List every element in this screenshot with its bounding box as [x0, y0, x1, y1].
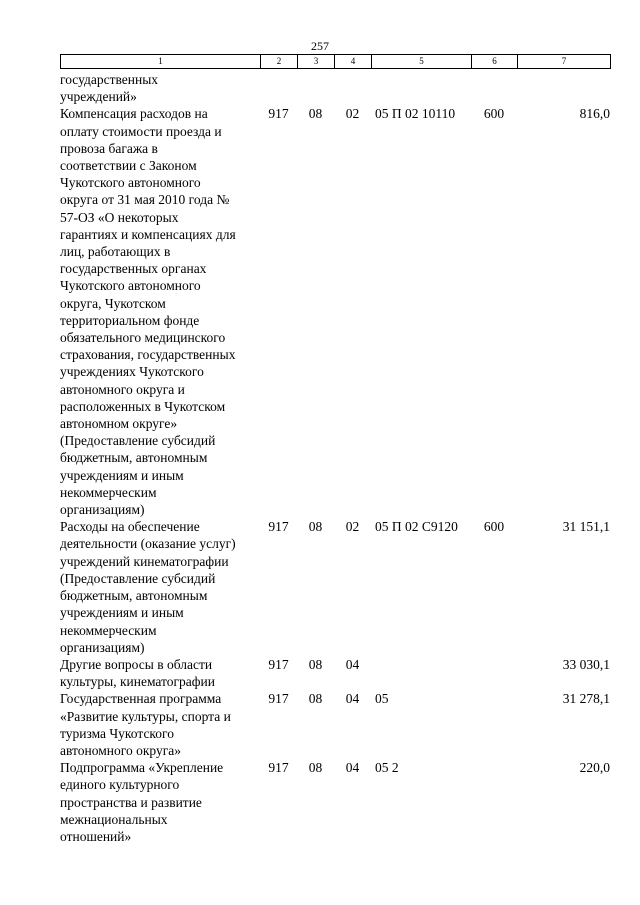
description-line: лиц, работающих в: [60, 244, 171, 260]
description-line: гарантиях и компенсациях для: [60, 226, 236, 242]
row-description: [60, 759, 260, 845]
table-row: [60, 105, 610, 518]
page-number: 257: [311, 39, 329, 53]
description-line: учреждениях Чукотского: [60, 364, 204, 380]
row-target-article: 05 П 02 С9120: [375, 519, 458, 535]
description-line: Государственная программа: [60, 691, 222, 707]
row-subsection-code: 04: [345, 691, 360, 707]
description-line: учреждений кинематографии: [60, 553, 229, 569]
row-target-article: [371, 71, 471, 105]
row-subsection-code: 02: [345, 519, 360, 535]
description-line: 57-ОЗ «О некоторых: [60, 209, 179, 225]
row-section-code: 08: [308, 691, 323, 707]
row-expense-type: [471, 759, 517, 845]
table-row: [60, 656, 610, 690]
description-line: учреждениям и иным: [60, 467, 184, 483]
description-line: обязательного медицинского: [60, 330, 226, 346]
description-line: (Предоставление субсидий: [60, 570, 216, 586]
column-header-4: 4: [335, 55, 372, 69]
row-target-article: 05 2: [375, 760, 399, 776]
row-target-article: 05: [375, 691, 389, 707]
row-amount: 816,0: [579, 106, 610, 122]
description-line: округа, Чукотском: [60, 295, 166, 311]
table-row: [60, 518, 610, 656]
description-line: Другие вопросы в области: [60, 656, 213, 672]
description-line: учреждений»: [60, 89, 137, 105]
row-section-code: 08: [308, 760, 323, 776]
row-amount: 31 151,1: [562, 519, 610, 535]
description-line: Компенсация расходов на: [60, 106, 208, 122]
description-line: провоза багажа в: [60, 140, 158, 156]
row-amount: 33 030,1: [562, 656, 610, 672]
description-line: округа от 31 мая 2010 года №: [60, 192, 230, 208]
table-rows: [60, 71, 610, 845]
row-section-code: 08: [308, 519, 323, 535]
row-expense-type: 600: [483, 106, 505, 122]
table-row: [60, 690, 610, 759]
row-section-code: 08: [308, 106, 323, 122]
row-ministry-code: [260, 71, 297, 105]
table-row: [60, 759, 610, 845]
row-target-article: 05 П 02 10110: [375, 106, 456, 122]
description-line: бюджетным, автономным: [60, 450, 208, 466]
column-header-5: 5: [372, 55, 472, 69]
table-row: [60, 71, 610, 105]
description-line: некоммерческим: [60, 484, 157, 500]
row-subsection-code: 04: [345, 656, 360, 672]
description-line: Подпрограмма «Укрепление: [60, 760, 224, 776]
description-line: единого культурного: [60, 777, 180, 793]
row-expense-type: [471, 656, 517, 690]
row-section-code: 08: [308, 656, 323, 672]
row-subsection-code: 02: [345, 106, 360, 122]
description-line: оплату стоимости проезда и: [60, 123, 222, 139]
description-line: автономного округа и: [60, 381, 185, 397]
description-line: бюджетным, автономным: [60, 588, 208, 604]
column-header-row: [61, 55, 611, 69]
description-line: пространства и развитие: [60, 794, 202, 810]
description-line: соответствии с Законом: [60, 158, 197, 174]
description-line: туризма Чукотского: [60, 725, 175, 741]
row-expense-type: [471, 71, 517, 105]
column-header-3: 3: [298, 55, 335, 69]
description-line: некоммерческим: [60, 622, 157, 638]
description-line: расположенных в Чукотском: [60, 398, 226, 414]
row-subsection-code: 04: [345, 760, 360, 776]
description-line: учреждениям и иным: [60, 605, 184, 621]
description-line: (Предоставление субсидий: [60, 433, 216, 449]
row-description: [60, 656, 260, 690]
column-header-2: 2: [261, 55, 298, 69]
row-ministry-code: 917: [268, 519, 289, 535]
description-line: деятельности (оказание услуг): [60, 536, 236, 552]
description-line: Чукотского автономного: [60, 278, 201, 294]
budget-table-body: [60, 71, 610, 845]
row-section-code: [297, 71, 334, 105]
row-description: [60, 105, 260, 518]
column-header-7: 7: [518, 55, 611, 69]
row-description: [60, 518, 260, 656]
row-description: [60, 71, 260, 105]
row-subsection-code: [334, 71, 371, 105]
row-description: [60, 690, 260, 759]
row-amount: 220,0: [579, 760, 610, 776]
row-ministry-code: 917: [268, 760, 289, 776]
description-line: Чукотского автономного: [60, 175, 201, 191]
description-line: государственных: [60, 72, 159, 87]
description-line: автономного округа»: [60, 742, 181, 758]
row-target-article: [371, 656, 471, 690]
description-line: организациям): [60, 502, 145, 518]
description-line: отношений»: [60, 828, 132, 844]
description-line: Расходы на обеспечение: [60, 519, 200, 535]
description-line: автономном округе»: [60, 416, 178, 432]
row-amount: [517, 71, 610, 105]
row-ministry-code: 917: [268, 691, 289, 707]
description-line: межнациональных: [60, 811, 168, 827]
row-ministry-code: 917: [268, 106, 289, 122]
description-line: территориальном фонде: [60, 312, 200, 328]
row-expense-type: [471, 690, 517, 759]
column-header-6: 6: [472, 55, 518, 69]
description-line: культуры, кинематографии: [60, 674, 215, 690]
description-line: государственных органах: [60, 261, 207, 277]
row-expense-type: 600: [483, 519, 505, 535]
column-header-1: 1: [61, 55, 261, 69]
description-line: «Развитие культуры, спорта и: [60, 708, 231, 724]
column-header-table: [60, 54, 611, 69]
row-ministry-code: 917: [268, 656, 289, 672]
row-amount: 31 278,1: [562, 691, 610, 707]
description-line: страхования, государственных: [60, 347, 236, 363]
description-line: организациям): [60, 639, 145, 655]
